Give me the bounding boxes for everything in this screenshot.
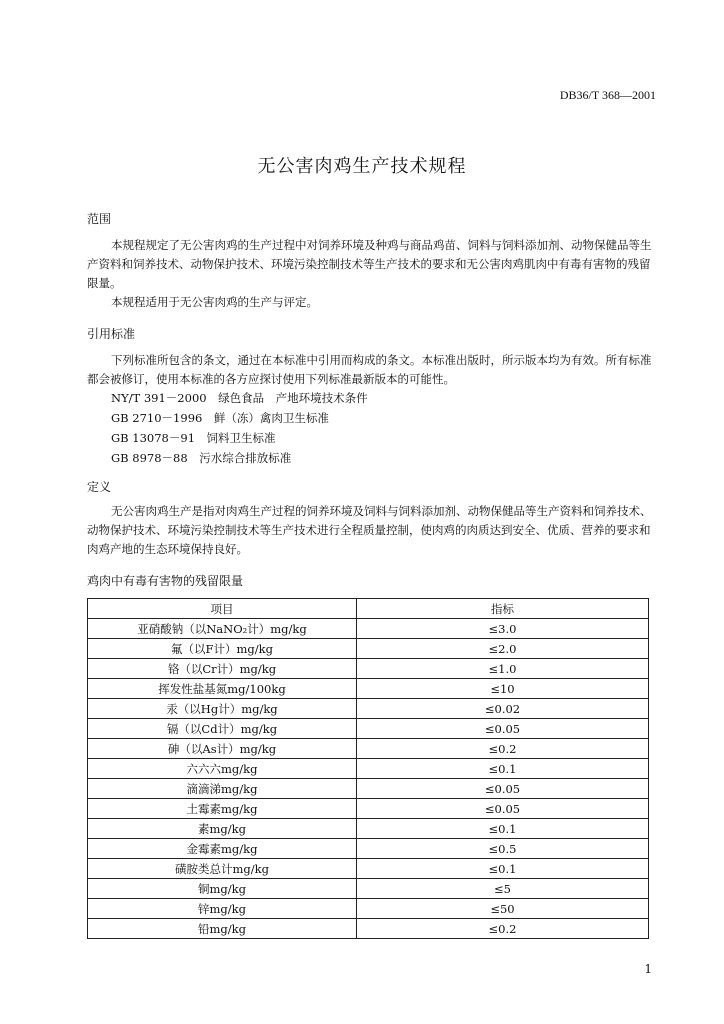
cell-limit: ≤2.0 (357, 639, 649, 659)
table-row (88, 699, 649, 719)
table-body (88, 619, 649, 939)
cell-item: 磺胺类总计mg/kg (88, 859, 357, 879)
cell-item: 镉（以Cd计）mg/kg (88, 719, 357, 739)
cell-item: 金霉素mg/kg (88, 839, 357, 859)
reference-list (111, 388, 368, 468)
section-heading-references: 引用标准 (87, 327, 136, 341)
table-row (88, 799, 649, 819)
table-row (88, 819, 649, 839)
cell-limit: ≤5 (357, 879, 649, 899)
page-number: 1 (644, 962, 652, 976)
reference-item: GB 13078－91 饲料卫生标准 (111, 431, 276, 445)
cell-limit: ≤0.02 (357, 699, 649, 719)
cell-limit: ≤0.05 (357, 719, 649, 739)
cell-item: 挥发性盐基氮mg/100kg (88, 679, 357, 699)
cell-limit: ≤0.05 (357, 799, 649, 819)
table-row (88, 899, 649, 919)
section-heading-scope: 范围 (87, 212, 112, 226)
table-row (88, 719, 649, 739)
scope-applicability: 本规程适用于无公害肉鸡的生产与评定。 (111, 295, 318, 309)
cell-limit: ≤0.1 (357, 859, 649, 879)
table-row (88, 739, 649, 759)
cell-limit: ≤0.1 (357, 759, 649, 779)
cell-limit: ≤0.1 (357, 819, 649, 839)
cell-item: 汞（以Hg计）mg/kg (88, 699, 357, 719)
cell-item: 亚硝酸钠（以NaNO₂计）mg/kg (88, 619, 357, 639)
cell-item: 滴滴涕mg/kg (88, 779, 357, 799)
table-row (88, 779, 649, 799)
cell-limit: ≤3.0 (357, 619, 649, 639)
column-header-item: 项目 (88, 599, 357, 619)
references-paragraph: 下列标准所包含的条文，通过在本标准中引用而构成的条文。本标准出版时，所示版本均为有效。所有标准都会被修订，使用本标准的各方应探讨使用下列标准最新版本的可能性。 (87, 353, 652, 386)
table-row (88, 919, 649, 939)
table-row (88, 619, 649, 639)
column-header-limit: 指标 (357, 599, 649, 619)
cell-limit: ≤0.05 (357, 779, 649, 799)
section-heading-definition: 定义 (87, 480, 112, 494)
table-header-row (88, 599, 649, 619)
reference-item: GB 2710－1996 鲜（冻）禽肉卫生标准 (111, 411, 329, 425)
table-row (88, 659, 649, 679)
cell-limit: ≤0.2 (357, 739, 649, 759)
reference-item: GB 8978－88 污水综合排放标准 (111, 451, 292, 465)
cell-limit: ≤0.5 (357, 839, 649, 859)
table-row (88, 759, 649, 779)
cell-item: 土霉素mg/kg (88, 799, 357, 819)
table-row (88, 679, 649, 699)
residue-limits-table (87, 598, 649, 939)
reference-item: NY/T 391－2000 绿色食品 产地环境技术条件 (111, 391, 368, 405)
cell-item: 砷（以As计）mg/kg (88, 739, 357, 759)
table-row (88, 639, 649, 659)
scope-paragraph: 本规程规定了无公害肉鸡的生产过程中对饲养环境及种鸡与商品鸡苗、饲料与饲料添加剂、动物保健品等生产资料和饲养技术、动物保护技术、环境污染控制技术等生产技术的要求和无公害肉鸡肌肉中有毒有害物的残留限量。 (87, 238, 652, 290)
cell-item: 锌mg/kg (88, 899, 357, 919)
table-row (88, 859, 649, 879)
standard-code: DB36/T 368—2001 (559, 88, 656, 102)
cell-limit: ≤1.0 (357, 659, 649, 679)
cell-item: 素mg/kg (88, 819, 357, 839)
cell-limit: ≤0.2 (357, 919, 649, 939)
document-title: 无公害肉鸡生产技术规程 (257, 156, 467, 177)
cell-item: 铅mg/kg (88, 919, 357, 939)
definition-paragraph: 无公害肉鸡生产是指对肉鸡生产过程的饲养环境及饲料与饲料添加剂、动物保健品等生产资料和饲养技术、动物保护技术、环境污染控制技术等生产技术进行全程质量控制，使肉鸡的肉质达到安全、优质、营养的要求和肉鸡产地的生态环境保持良好。 (87, 504, 652, 556)
table-row (88, 839, 649, 859)
cell-item: 铬（以Cr计）mg/kg (88, 659, 357, 679)
table-row (88, 879, 649, 899)
section-heading-residue: 鸡肉中有毒有害物的残留限量 (87, 574, 244, 588)
cell-item: 氟（以F计）mg/kg (88, 639, 357, 659)
cell-item: 六六六mg/kg (88, 759, 357, 779)
cell-limit: ≤10 (357, 679, 649, 699)
cell-limit: ≤50 (357, 899, 649, 919)
cell-item: 铜mg/kg (88, 879, 357, 899)
